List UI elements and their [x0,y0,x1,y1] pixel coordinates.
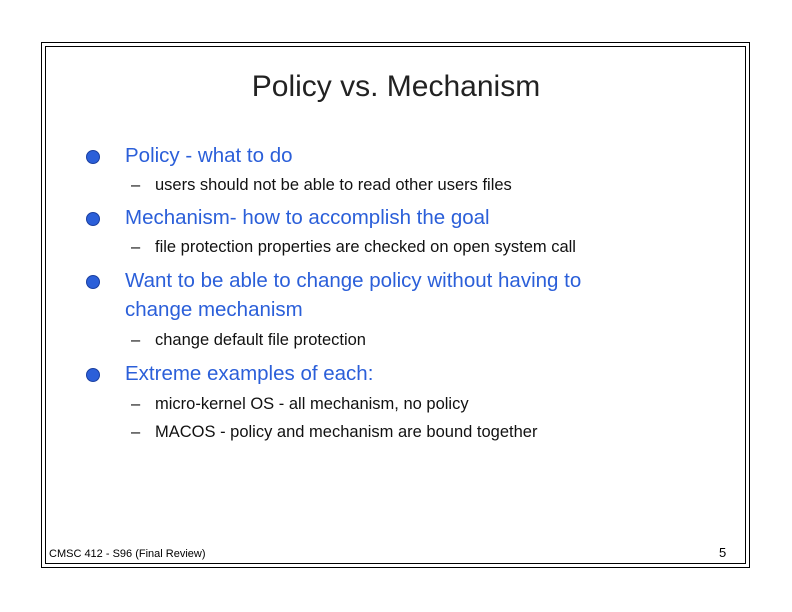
sub-bullet-text: users should not be able to read other users files [155,176,512,194]
sub-bullet-text: micro-kernel OS - all mechanism, no policy [155,395,469,413]
bullet-dot-icon [86,150,100,164]
bullet-mechanism: Mechanism- how to accomplish the goal [125,206,490,229]
dash-icon: – [131,331,141,349]
bullet-dot-icon [86,212,100,226]
bullet-policy: Policy - what to do [125,144,293,167]
bullet-change-policy-line1: Want to be able to change policy without having to [125,269,582,292]
sub-bullet [131,238,576,257]
sub-bullet [131,395,469,414]
bullet-dot-icon [86,275,100,289]
sub-bullet [131,331,366,350]
dash-icon: – [131,176,141,194]
sub-bullet-text: MACOS - policy and mechanism are bound together [155,423,538,441]
bullet-dot-icon [86,368,100,382]
footer-course: CMSC 412 - S96 (Final Review) [49,548,206,560]
page-number: 5 [719,545,727,560]
slide-title: Policy vs. Mechanism [251,70,541,103]
sub-bullet-text: change default file protection [155,331,366,349]
bullet-change-policy-line2: change mechanism [125,298,303,321]
dash-icon: – [131,238,141,256]
sub-bullet-text: file protection properties are checked on open system call [155,238,576,256]
dash-icon: – [131,423,141,441]
dash-icon: – [131,395,141,413]
sub-bullet [131,176,512,195]
sub-bullet [131,423,537,442]
bullet-extreme-examples: Extreme examples of each: [125,362,374,385]
